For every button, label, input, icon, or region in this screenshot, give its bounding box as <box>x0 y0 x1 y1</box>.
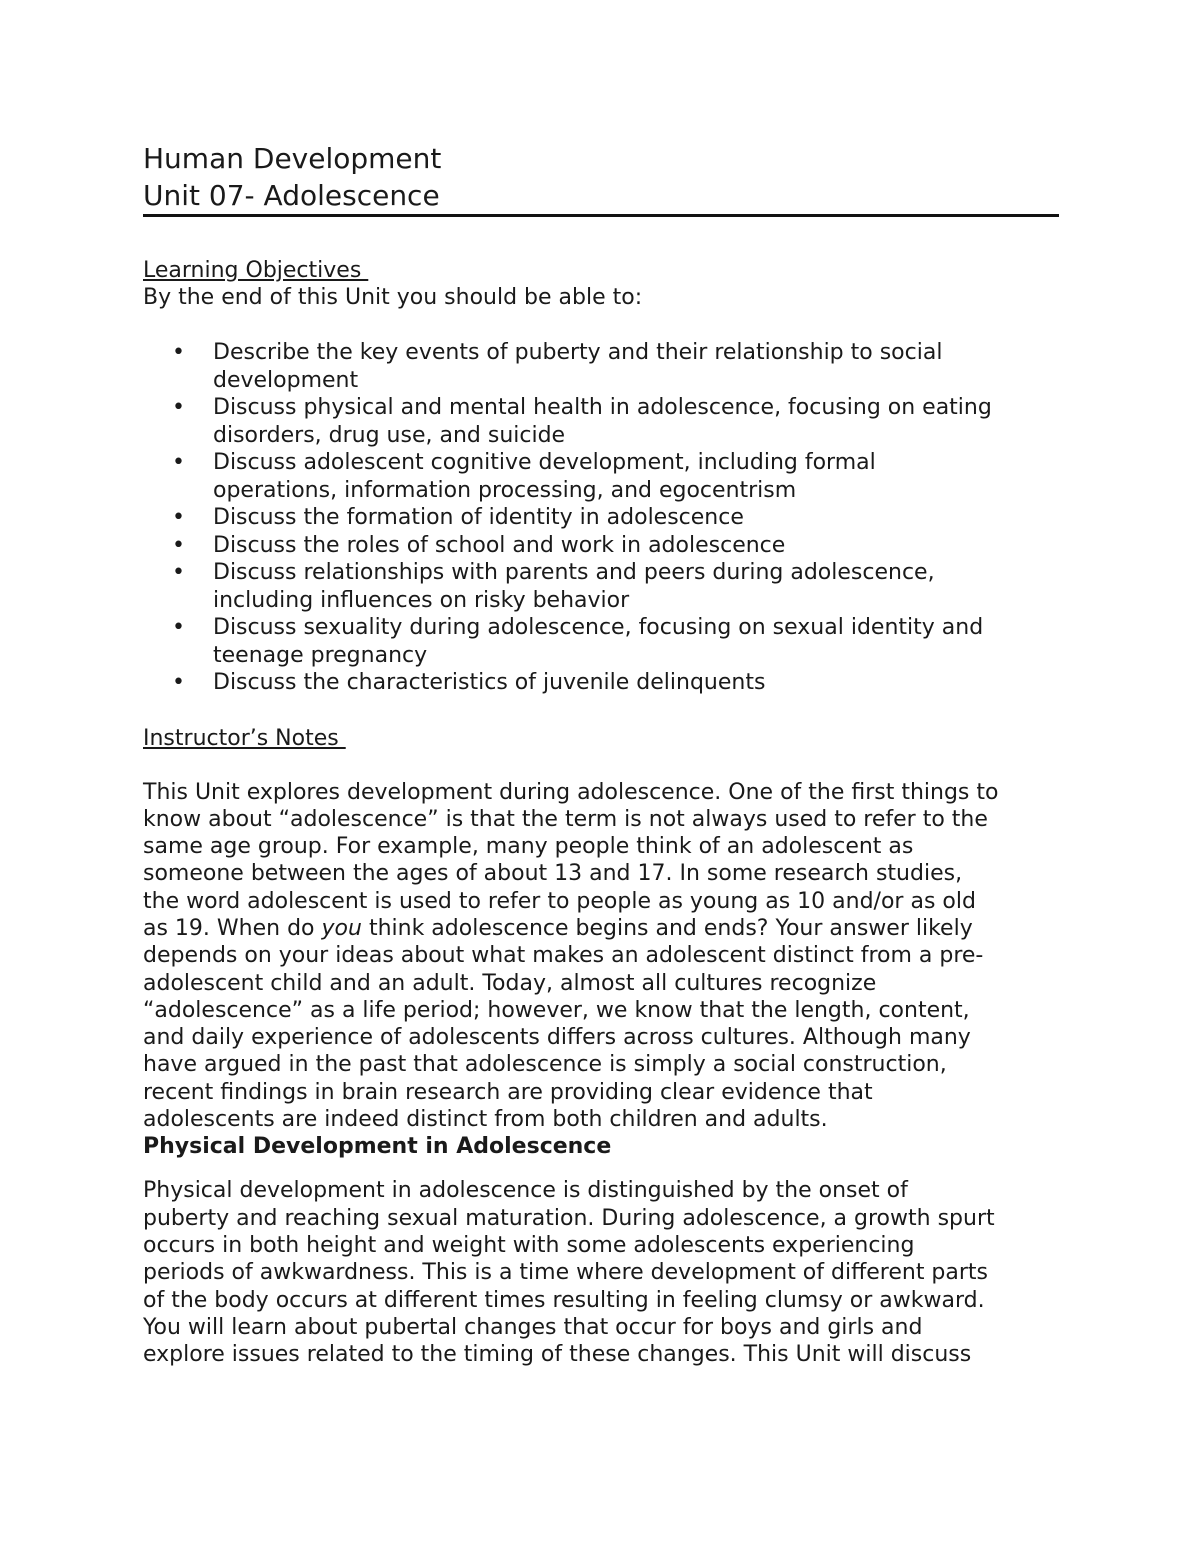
objective-text: Discuss adolescent cognitive development, including formal <box>213 450 876 475</box>
physical-line: occurs in both height and weight with some adolescents experiencing <box>143 1232 915 1258</box>
notes-line: “adolescence” as a life period; however, we know that the length, content, <box>143 997 970 1023</box>
objective-text: including influences on risky behavior <box>213 587 630 613</box>
bullet-icon: • <box>172 450 185 475</box>
objective-text: Discuss the formation of identity in adolescence <box>213 505 744 530</box>
document-page <box>143 140 1059 1368</box>
objectives-list <box>143 339 1059 697</box>
objective-item <box>143 532 1059 560</box>
objective-text: teenage pregnancy <box>213 642 428 668</box>
physical-development-paragraph <box>143 1177 1059 1368</box>
objective-text: Discuss relationships with parents and peers during adolescence, <box>213 560 935 585</box>
notes-line: This Unit explores development during adolescence. One of the first things to <box>143 779 999 805</box>
objective-text: Discuss sexuality during adolescence, focusing on sexual identity and <box>213 615 984 640</box>
instructors-notes-heading: Instructor’s Notes <box>143 725 346 751</box>
notes-line: know about “adolescence” is that the term is not always used to refer to the <box>143 806 988 832</box>
objective-text: disorders, drug use, and suicide <box>213 422 566 448</box>
physical-development-heading: Physical Development in Adolescence <box>143 1134 612 1160</box>
bullet-icon: • <box>172 395 185 420</box>
objective-item <box>143 669 1059 697</box>
notes-line: recent findings in brain research are providing clear evidence that <box>143 1079 873 1105</box>
bullet-icon: • <box>172 532 185 558</box>
physical-line: You will learn about pubertal changes that occur for boys and girls and <box>143 1314 923 1340</box>
bullet-icon: • <box>172 560 185 585</box>
bullet-icon: • <box>172 615 185 640</box>
objective-item <box>143 504 1059 532</box>
objective-item <box>143 394 1059 449</box>
learning-objectives-heading: Learning Objectives <box>143 258 369 283</box>
notes-line: have argued in the past that adolescence is simply a social construction, <box>143 1052 947 1078</box>
emphasis-you: you <box>321 915 362 941</box>
title-block <box>143 140 1059 217</box>
bullet-icon: • <box>172 340 185 365</box>
physical-line: periods of awkwardness. This is a time where development of different parts <box>143 1260 989 1286</box>
notes-paragraph <box>143 779 1059 1134</box>
physical-line: Physical development in adolescence is distinguished by the onset of <box>143 1178 908 1204</box>
bullet-icon: • <box>172 505 185 530</box>
objective-text: Discuss the characteristics of juvenile delinquents <box>213 670 766 695</box>
objective-text: operations, information processing, and egocentrism <box>213 477 797 503</box>
objective-item <box>143 614 1059 669</box>
objectives-intro: By the end of this Unit you should be able to: <box>143 285 643 310</box>
physical-line: of the body occurs at different times resulting in feeling clumsy or awkward. <box>143 1287 985 1313</box>
objective-text: Describe the key events of puberty and their relationship to social <box>213 340 943 365</box>
physical-line: puberty and reaching sexual maturation. During adolescence, a growth spurt <box>143 1205 995 1231</box>
notes-line: depends on your ideas about what makes an adolescent distinct from a pre- <box>143 943 984 969</box>
bullet-icon: • <box>172 670 185 695</box>
notes-line: adolescent child and an adult. Today, almost all cultures recognize <box>143 970 877 996</box>
objective-item <box>143 339 1059 394</box>
notes-text: think adolescence begins and ends? Your answer likely <box>361 915 973 941</box>
objective-item <box>143 449 1059 504</box>
notes-text: as 19. When do <box>143 915 322 941</box>
objective-text: Discuss physical and mental health in adolescence, focusing on eating <box>213 395 992 420</box>
notes-line: and daily experience of adolescents differs across cultures. Although many <box>143 1025 971 1051</box>
objective-text: Discuss the roles of school and work in adolescence <box>213 532 786 558</box>
notes-line <box>143 915 1059 942</box>
document-title: Human Development <box>143 142 442 175</box>
notes-line: same age group. For example, many people think of an adolescent as <box>143 834 914 860</box>
unit-title: Unit 07- Adolescence <box>143 179 440 212</box>
notes-line: adolescents are indeed distinct from both children and adults. <box>143 1107 828 1133</box>
notes-line: someone between the ages of about 13 and 17. In some research studies, <box>143 861 963 887</box>
objective-item <box>143 559 1059 614</box>
objective-text: development <box>213 367 359 393</box>
notes-line: the word adolescent is used to refer to people as young as 10 and/or as old <box>143 888 976 914</box>
physical-line: explore issues related to the timing of these changes. This Unit will discuss <box>143 1342 972 1368</box>
